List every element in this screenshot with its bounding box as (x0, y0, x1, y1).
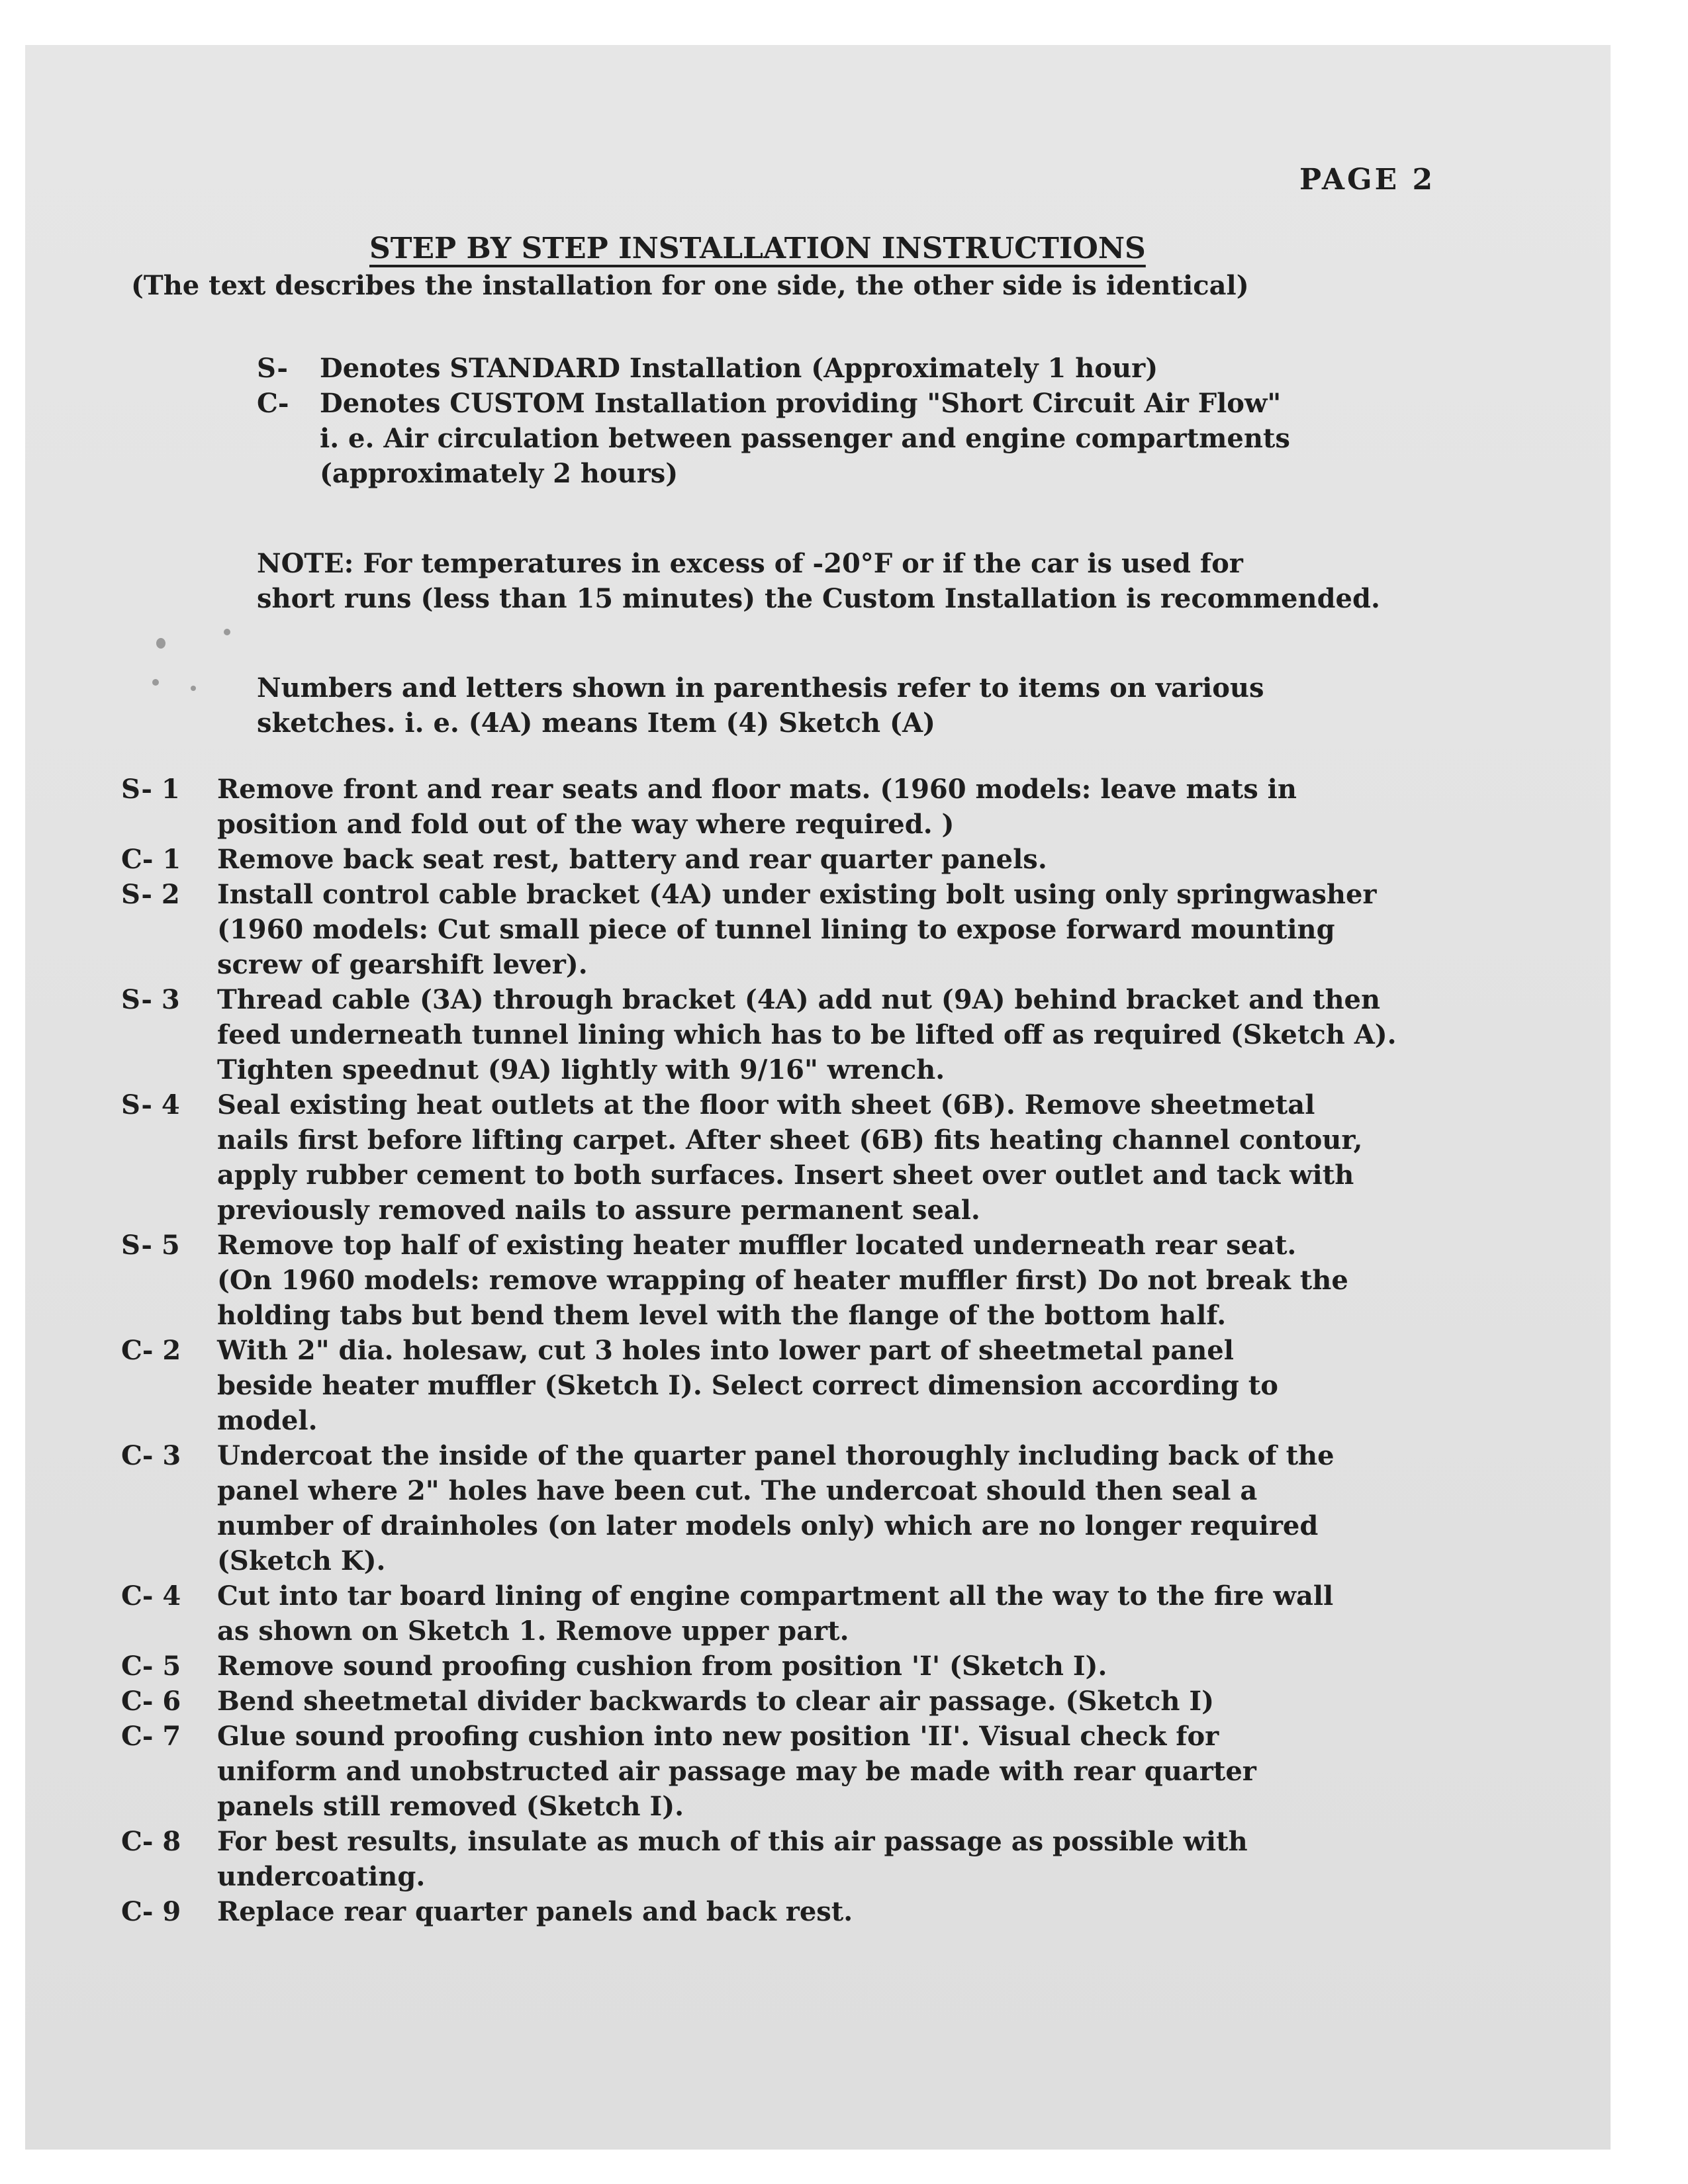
step-line: beside heater muffler (Sketch I). Select correct dimension according to (217, 1370, 1278, 1401)
step-code: S- 4 (121, 1089, 180, 1120)
step-line: Remove top half of existing heater muffler located underneath rear seat. (217, 1230, 1297, 1261)
step-text (217, 842, 1604, 877)
note-line: Numbers and letters shown in parenthesis refer to items on various (257, 672, 1264, 704)
instruction-step (121, 772, 1604, 842)
instruction-step (121, 1578, 1604, 1649)
step-line: panel where 2" holes have been cut. The undercoat should then seal a (217, 1475, 1258, 1506)
step-line: Remove back seat rest, battery and rear quarter panels. (217, 844, 1047, 875)
step-code: S- 5 (121, 1230, 180, 1261)
legend-text: Denotes CUSTOM Installation providing "Short Circuit Air Flow" (320, 388, 1282, 419)
scanned-page (25, 45, 1611, 2150)
step-text (217, 982, 1604, 1087)
scan-speck (191, 686, 196, 691)
step-line: undercoating. (217, 1861, 426, 1892)
step-line: (Sketch K). (217, 1545, 386, 1576)
page-title: STEP BY STEP INSTALLATION INSTRUCTIONS (369, 232, 1146, 265)
legend-text: Denotes STANDARD Installation (Approximately 1 hour) (320, 353, 1158, 384)
instruction-step (121, 1824, 1604, 1894)
step-text (217, 1719, 1604, 1824)
legend-code: C- (257, 388, 289, 419)
instruction-step (121, 1649, 1604, 1684)
step-code: C- 8 (121, 1826, 181, 1857)
step-code: C- 6 (121, 1686, 181, 1717)
step-text (217, 1333, 1604, 1438)
instruction-step (121, 982, 1604, 1087)
step-line: Undercoat the inside of the quarter panel thoroughly including back of the (217, 1440, 1335, 1471)
step-line: Install control cable bracket (4A) under existing bolt using only springwasher (217, 879, 1377, 910)
step-line: Seal existing heat outlets at the floor with sheet (6B). Remove sheetmetal (217, 1089, 1315, 1120)
instruction-step (121, 1228, 1604, 1333)
legend-standard (257, 351, 1290, 386)
note-line: NOTE: For temperatures in excess of -20°F or if the car is used for (257, 548, 1243, 579)
legend-text: i. e. Air circulation between passenger and engine compartments (320, 423, 1290, 454)
step-text (217, 1578, 1604, 1649)
step-line: For best results, insulate as much of this air passage as possible with (217, 1826, 1248, 1857)
step-code: C- 9 (121, 1896, 181, 1927)
step-line: Remove front and rear seats and floor mats. (1960 models: leave mats in (217, 774, 1297, 805)
step-line: nails first before lifting carpet. After sheet (6B) fits heating channel contour, (217, 1124, 1363, 1156)
step-line: model. (217, 1405, 318, 1436)
step-text (217, 1894, 1604, 1929)
step-text (217, 1087, 1604, 1228)
instruction-step (121, 842, 1604, 877)
instruction-step (121, 1438, 1604, 1578)
step-code: C- 3 (121, 1440, 181, 1471)
instruction-step (121, 1719, 1604, 1824)
step-text (217, 772, 1604, 842)
temperature-note (257, 546, 1380, 616)
step-code: C- 1 (121, 844, 181, 875)
step-line: (1960 models: Cut small piece of tunnel lining to expose forward mounting (217, 914, 1335, 945)
step-code: C- 2 (121, 1335, 181, 1366)
step-text (217, 1824, 1604, 1894)
step-line: panels still removed (Sketch I). (217, 1791, 684, 1822)
step-line: uniform and unobstructed air passage may be made with rear quarter (217, 1756, 1256, 1787)
step-text (217, 1684, 1604, 1719)
note-line: sketches. i. e. (4A) means Item (4) Sketch (A) (257, 707, 935, 739)
page-number: PAGE 2 (1299, 163, 1436, 197)
step-line: Thread cable (3A) through bracket (4A) add nut (9A) behind bracket and then (217, 984, 1381, 1015)
step-code: S- 2 (121, 879, 180, 910)
legend-code: S- (257, 353, 288, 384)
step-line: Replace rear quarter panels and back rest. (217, 1896, 853, 1927)
step-line: apply rubber cement to both surfaces. Insert sheet over outlet and tack with (217, 1160, 1354, 1191)
page-subtitle: (The text describes the installation for one side, the other side is identical) (131, 270, 1249, 301)
step-line: (On 1960 models: remove wrapping of heater muffler first) Do not break the (217, 1265, 1348, 1296)
step-line: screw of gearshift lever). (217, 949, 588, 980)
step-code: C- 4 (121, 1580, 181, 1612)
step-line: feed underneath tunnel lining which has to be lifted off as required (Sketch A). (217, 1019, 1397, 1050)
instruction-step (121, 1333, 1604, 1438)
step-line: With 2" dia. holesaw, cut 3 holes into lower part of sheetmetal panel (217, 1335, 1234, 1366)
instruction-step (121, 1684, 1604, 1719)
scan-speck (224, 629, 230, 635)
step-line: as shown on Sketch 1. Remove upper part. (217, 1615, 849, 1647)
step-code: S- 3 (121, 984, 180, 1015)
instruction-step (121, 1087, 1604, 1228)
scan-speck (156, 638, 165, 649)
instruction-step (121, 1894, 1604, 1929)
installation-legend (257, 351, 1290, 491)
step-code: C- 5 (121, 1651, 181, 1682)
step-line: Bend sheetmetal divider backwards to clear air passage. (Sketch I) (217, 1686, 1214, 1717)
step-line: previously removed nails to assure permanent seal. (217, 1195, 980, 1226)
step-line: Remove sound proofing cushion from position 'I' (Sketch I). (217, 1651, 1107, 1682)
step-line: position and fold out of the way where required. ) (217, 809, 955, 840)
step-line: Cut into tar board lining of engine compartment all the way to the fire wall (217, 1580, 1334, 1612)
legend-text: (approximately 2 hours) (320, 458, 679, 489)
instruction-step (121, 877, 1604, 982)
step-line: number of drainholes (on later models only) which are no longer required (217, 1510, 1319, 1541)
step-line: Glue sound proofing cushion into new position 'II'. Visual check for (217, 1721, 1219, 1752)
step-text (217, 1228, 1604, 1333)
step-code: C- 7 (121, 1721, 181, 1752)
reference-note (257, 670, 1264, 741)
step-line: holding tabs but bend them level with the flange of the bottom half. (217, 1300, 1227, 1331)
step-text (217, 877, 1604, 982)
note-line: short runs (less than 15 minutes) the Custom Installation is recommended. (257, 583, 1380, 614)
step-line: Tighten speednut (9A) lightly with 9/16" wrench. (217, 1054, 945, 1085)
installation-steps (121, 772, 1604, 1929)
step-text (217, 1438, 1604, 1578)
step-code: S- 1 (121, 774, 180, 805)
scan-speck (152, 679, 159, 686)
legend-custom (257, 386, 1290, 421)
step-text (217, 1649, 1604, 1684)
